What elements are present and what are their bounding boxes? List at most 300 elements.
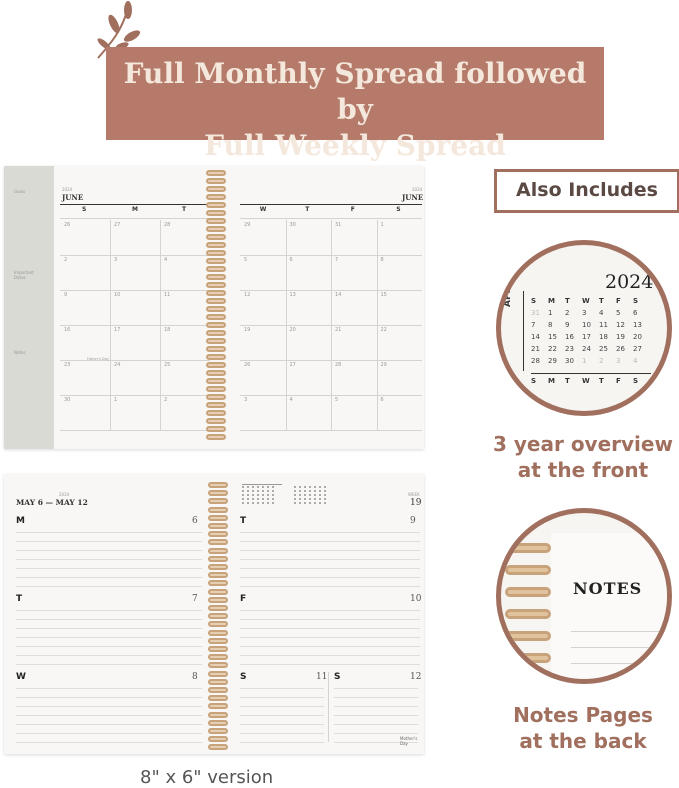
mini-cal-dot [324,502,326,504]
grid-line [377,220,378,430]
date-number: 1 [114,397,118,403]
ruled-line [16,541,202,542]
overview-circle [496,240,672,416]
overview-date: 3 [582,309,587,317]
ruled-line [16,742,202,743]
mini-cal-dot [294,494,296,496]
weekly-spread [4,474,424,754]
mini-cal-dot [267,498,269,500]
grid-line [110,220,111,430]
monthly-spread [4,166,424,449]
mini-cal-dot [319,490,321,492]
ruled-line [16,715,202,716]
overview-day: W [582,297,590,305]
mini-cal-dot [294,498,296,500]
ruled-line [240,568,420,569]
ruled-line [16,646,202,647]
ruled-line [16,664,202,665]
overview-day: T [599,377,604,385]
date-number: 10 [114,292,121,298]
ruled-line [16,586,202,587]
overview-date: 20 [633,333,642,341]
ruled-line [240,724,324,725]
spiral-ring [208,736,228,742]
ruled-line [16,688,202,689]
date-number: 30 [64,397,71,403]
spiral-ring [208,621,228,627]
ruled-line [240,697,324,698]
mini-cal-dot [247,502,249,504]
overview-date: 8 [548,321,553,329]
weekday-date: 12 [410,672,422,682]
overview-date: 13 [633,321,642,329]
spiral-ring [206,194,226,200]
mini-cal-dot [314,494,316,496]
day-header: S [82,206,87,213]
overview-day: W [582,377,590,385]
spiral-ring [206,218,226,224]
spiral-ring [206,234,226,240]
ruled-line [240,559,420,560]
week-label: WEEK [408,492,420,497]
ruled-line [240,586,420,587]
mini-cal-dot [272,490,274,492]
overview-date: 15 [548,333,557,341]
monthly-grid-left [60,206,210,436]
ruled-line [16,637,202,638]
ruled-line [240,550,420,551]
mini-cal-dot [257,502,259,504]
mini-cal-dot [299,494,301,496]
date-number: 7 [335,257,339,263]
overview-date: 2 [565,309,570,317]
spiral-ring [206,170,226,176]
notes-spiral-ring [505,609,551,619]
notes-spiral-ring [505,631,551,641]
sidebar-notes: Notes [14,350,26,355]
spiral-ring [206,394,226,400]
mini-cal-dot [257,498,259,500]
weekly-brand: Mother's Day [400,736,418,746]
weekday-date: 9 [410,516,416,526]
week-number: 19 [410,498,422,508]
weekday-date: 6 [192,516,198,526]
ruled-line [240,655,420,656]
date-number: 17 [114,327,121,333]
overview-day: T [565,297,570,305]
overview-date: 28 [531,357,540,365]
mini-cal-dot [257,494,259,496]
overview-date: 25 [599,345,608,353]
overview-date: 29 [548,357,557,365]
weekday-date: 10 [410,594,422,604]
ruled-line [240,742,324,743]
ruled-line [16,610,202,611]
overview-date: 16 [565,333,574,341]
overview-date: 4 [599,309,604,317]
banner-line2: Full Weekly Spread [204,129,506,162]
spiral-ring [206,354,226,360]
mini-cal-dot [262,490,264,492]
date-number: 28 [335,362,342,368]
overview-month: APR [503,286,513,307]
mini-cal-dot [252,490,254,492]
spiral-ring [208,539,228,545]
overview-date: 17 [582,333,591,341]
ruled-line [240,664,420,665]
spiral-ring [208,728,228,734]
ruled-line [240,706,324,707]
mini-cal-dot [309,502,311,504]
day-header: W [259,206,267,213]
notes-page [551,533,672,683]
overview-date: 19 [616,333,625,341]
weekly-range: MAY 6 — MAY 12 [16,498,88,507]
spiral-ring [208,605,228,611]
mini-cal-dot [324,498,326,500]
ruled-line [240,541,420,542]
date-number: 26 [64,222,71,228]
mini-cal-dot [262,502,264,504]
overview-day: S [633,377,639,385]
spiral-ring [208,482,228,488]
date-number: 1 [380,222,384,228]
notes-title: NOTES [573,579,643,598]
mini-cal-dot [304,502,306,504]
notes-caption-2: at the back [519,729,647,753]
spiral-ring [206,434,226,440]
overview-caption [490,431,676,483]
ruled-line [16,577,202,578]
ruled-line [16,628,202,629]
spiral-ring [206,410,226,416]
ruled-line [334,724,418,725]
spiral-ring [208,630,228,636]
day-header: M [132,206,138,213]
mini-cal-dot [272,486,274,488]
notes-circle [496,508,672,684]
banner-line1: Full Monthly Spread followed by [123,57,587,126]
overview-date: 2 [599,357,604,365]
spiral-ring [208,572,228,578]
ruled-line [334,715,418,716]
mini-cal-dot [324,490,326,492]
date-number: 2 [164,397,168,403]
spiral-ring [206,338,226,344]
spiral-ring [208,720,228,726]
spiral-ring [208,597,228,603]
overview-date: 1 [582,357,587,365]
also-includes-label: Also Includes [516,179,658,201]
overview-day: S [633,297,639,305]
overview-date: 22 [548,345,557,353]
weekly-right-page [236,512,422,752]
overview-date: 24 [582,345,591,353]
spiral-ring [206,266,226,272]
overview-year: 2024 [605,271,654,293]
mini-cal-dot [242,490,244,492]
notes-spiral [505,543,555,673]
ruled-line [334,688,418,689]
ruled-line [16,697,202,698]
mini-cal-dot [242,498,244,500]
spiral-ring [208,613,228,619]
mini-cal-dot [247,486,249,488]
notes-caption-1: Notes Pages [513,703,653,727]
grid-line [60,218,210,219]
spiral-ring [208,638,228,644]
overview-day: M [548,377,555,385]
weekday-letter: F [240,594,247,604]
date-number: 24 [114,362,121,368]
spiral-ring [208,490,228,496]
date-number: 15 [380,292,387,298]
notes-spiral-ring [505,587,551,597]
overview-date: 6 [633,309,638,317]
spiral-ring [206,418,226,424]
spiral-ring [206,178,226,184]
spiral-ring [206,370,226,376]
mini-cal-dot [247,490,249,492]
monthly-month-right: JUNE [402,193,424,202]
spiral-ring [206,282,226,288]
date-number: 25 [164,362,171,368]
spiral-ring [208,703,228,709]
spiral-ring [208,744,228,750]
overview-divider [531,373,651,374]
mini-cal-dot [304,494,306,496]
grid-line [331,220,332,430]
mini-cal-dot [314,502,316,504]
ruled-line [240,628,420,629]
spiral-ring [208,498,228,504]
overview-day: S [531,377,537,385]
mini-cal-dot [272,498,274,500]
spiral-ring [208,589,228,595]
weekly-year: 2024 [59,492,70,497]
mini-cal-dot [314,486,316,488]
spiral-ring [206,210,226,216]
mini-cal-dot [257,486,259,488]
overview-day: S [531,297,537,305]
mini-cal-dot [304,490,306,492]
spiral-ring [206,290,226,296]
ruled-line [334,697,418,698]
mini-calendars [242,482,332,506]
overview-date: 12 [616,321,625,329]
mini-cal-dot [314,498,316,500]
spiral-ring [206,226,226,232]
ruled-line [240,637,420,638]
ruled-line [334,733,418,734]
date-number: 8 [380,257,384,263]
notes-spiral-ring [505,653,551,663]
spiral-ring [208,564,228,570]
monthly-month-left: JUNE [62,193,84,202]
overview-date: 21 [531,345,540,353]
date-number: 27 [114,222,121,228]
weekday-letter: T [16,594,23,604]
spiral-ring [206,402,226,408]
mini-cal-dot [319,494,321,496]
spiral-binding [206,482,232,754]
grid-line [286,220,287,430]
spiral-ring [208,679,228,685]
mini-cal-dot [309,486,311,488]
spiral-ring [208,654,228,660]
spiral-ring [206,378,226,384]
version-label: 8" x 6" version [140,767,274,788]
grid-line [240,218,422,219]
spiral-ring [206,202,226,208]
mini-cal-dot [294,502,296,504]
holiday-note: Father's Day [87,357,109,361]
mini-cal-dot [272,502,274,504]
overview-date: 7 [531,321,536,329]
spiral-ring [208,695,228,701]
overview-date: 31 [531,309,540,317]
weekday-letter: M [16,516,25,526]
mini-cal-dot [262,486,264,488]
weekday-date: 7 [192,594,198,604]
overview-day: F [616,377,621,385]
mini-cal-dot [299,490,301,492]
ruled-line [240,715,324,716]
overview-date: 14 [531,333,540,341]
mini-cal-dot [252,502,254,504]
date-number: 5 [244,257,248,263]
ruled-line [240,733,324,734]
date-number: 27 [289,362,296,368]
ruled-line [240,532,420,533]
date-number: 2 [64,257,68,263]
spiral-ring [206,330,226,336]
date-number: 6 [289,257,293,263]
spiral-ring [208,523,228,529]
ruled-line [240,646,420,647]
ruled-line [16,655,202,656]
spiral-ring [206,298,226,304]
ruled-line [16,706,202,707]
monthly-grid-right [240,206,422,436]
grid-line [60,325,210,326]
weekday-letter: W [16,672,26,682]
day-header: T [182,206,187,213]
ruled-line [334,706,418,707]
date-number: 29 [380,362,387,368]
mini-cal-dot [267,486,269,488]
mini-cal-dot [262,494,264,496]
date-number: 16 [64,327,71,333]
divider [328,672,329,742]
mini-cal-dot [262,498,264,500]
overview-date: 3 [616,357,621,365]
sidebar-important-dates: Important Dates [14,270,34,280]
overview-grid [531,297,661,407]
mini-cal-dot [299,502,301,504]
mini-cal-dot [299,498,301,500]
mini-cal-dot [247,498,249,500]
grid-line [60,430,210,431]
spiral-ring [206,186,226,192]
date-number: 28 [164,222,171,228]
ruled-line [16,733,202,734]
mini-cal-dot [247,494,249,496]
mini-cal-dot [294,490,296,492]
overview-date: 9 [565,321,570,329]
mini-cal-dot [314,490,316,492]
date-number: 20 [289,327,296,333]
overview-date: 18 [599,333,608,341]
day-header: F [350,206,355,213]
weekly-left-page [14,512,204,752]
overview-date: 1 [548,309,553,317]
spiral-ring [206,258,226,264]
mini-cal-dot [242,494,244,496]
mini-cal-dot [272,494,274,496]
mini-cal-dot [267,494,269,496]
ruled-line [240,619,420,620]
weekday-letter: S [334,672,341,682]
date-number: 30 [289,222,296,228]
spiral-ring [206,346,226,352]
overview-date: 5 [616,309,621,317]
weekday-date: 8 [192,672,198,682]
overview-caption-2: at the front [517,458,649,482]
date-number: 11 [164,292,171,298]
date-number: 29 [244,222,251,228]
mini-cal-dot [304,486,306,488]
spiral-ring [208,687,228,693]
grid-line [60,290,210,291]
overview-day: T [599,297,604,305]
date-number: 9 [64,292,68,298]
spiral-ring [206,322,226,328]
overview-date: 30 [565,357,574,365]
date-number: 5 [335,397,339,403]
mini-cal-dot [294,486,296,488]
grid-line [60,255,210,256]
mini-cal-dot [309,490,311,492]
ruled-line [16,619,202,620]
spiral-ring [208,580,228,586]
overview-day: F [616,297,621,305]
date-number: 6 [380,397,384,403]
monthly-year-right: 2024 [412,187,423,192]
spiral-ring [206,306,226,312]
mini-cal-dot [309,498,311,500]
spiral-ring [206,426,226,432]
spiral-ring [206,250,226,256]
monthly-sidebar [4,166,54,449]
ruled-line [16,532,202,533]
overview-caption-1: 3 year overview [493,432,673,456]
spiral-ring [208,712,228,718]
ruled-line [240,577,420,578]
monthly-year-left: 2024 [62,187,73,192]
overview-date: 26 [616,345,625,353]
sidebar-goals: Goals [14,189,26,194]
mini-cal-dot [257,490,259,492]
ruled-line [16,724,202,725]
overview-day: T [565,377,570,385]
overview-day: M [548,297,555,305]
date-number: 18 [164,327,171,333]
mini-cal-dot [242,486,244,488]
spiral-ring [208,531,228,537]
spiral-ring [206,242,226,248]
grid-line [160,220,161,430]
